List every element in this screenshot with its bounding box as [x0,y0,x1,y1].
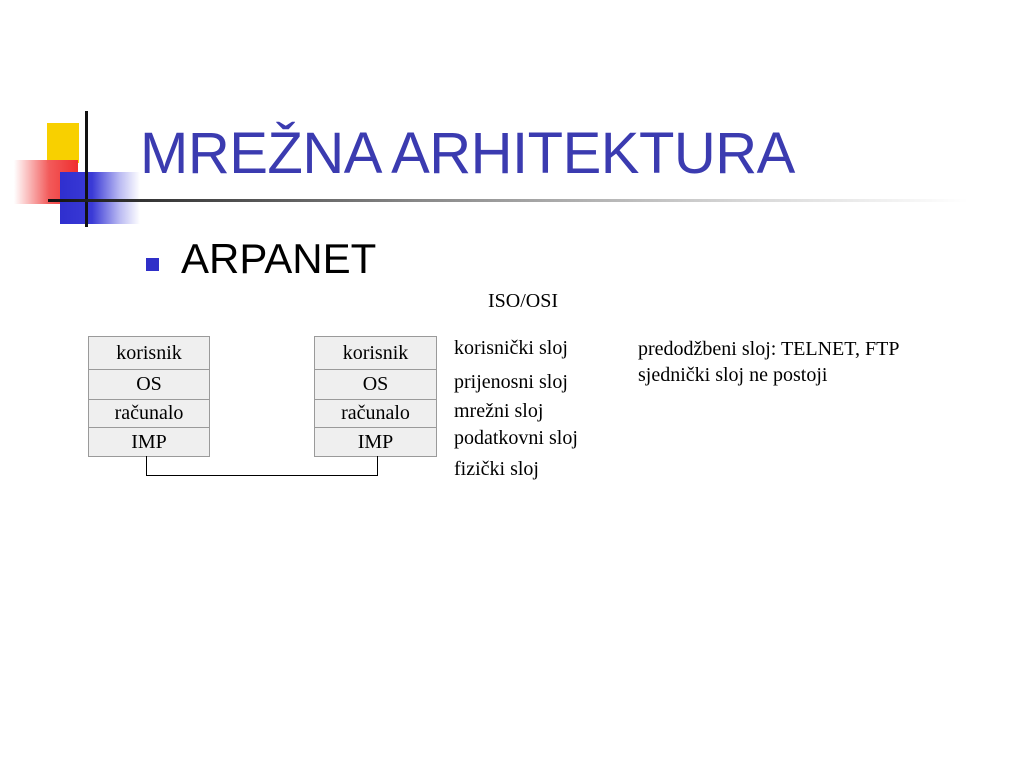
right-host-stack [314,336,437,457]
osi-layer-podatkovni: podatkovni sloj [454,427,578,449]
slide-title: MREŽNA ARHITEKTURA [140,121,795,186]
note-sjednicki: sjednički sloj ne postoji [638,364,828,386]
osi-layer-prijenosni: prijenosni sloj [454,371,568,393]
stack-cell-os: OS [315,370,436,400]
stack-cell-racunalo: računalo [315,400,436,428]
stack-cell-korisnik: korisnik [89,337,209,370]
stack-cell-os: OS [89,370,209,400]
logo-yellow-square [47,123,79,163]
osi-layer-mrezni: mrežni sloj [454,400,544,422]
diagram-notes [638,336,899,388]
osi-layer-korisnicki: korisnički sloj [454,337,568,359]
bullet-arpanet: ARPANET [181,235,377,282]
diagram-heading: ISO/OSI [488,290,559,312]
bullet-square-icon [146,258,159,271]
osi-layer-fizicki: fizički sloj [454,458,539,480]
title-underline [48,199,968,202]
left-host-stack [88,336,210,457]
stack-cell-korisnik: korisnik [315,337,436,370]
imp-connection-line [146,456,378,476]
stack-cell-racunalo: računalo [89,400,209,428]
logo-vertical-line [85,111,88,227]
stack-cell-imp: IMP [131,430,167,453]
note-predodzbeni: predodžbeni sloj: TELNET, FTP [638,338,900,360]
stack-cell-imp: IMP [357,430,394,453]
logo-blue-square [60,172,140,224]
